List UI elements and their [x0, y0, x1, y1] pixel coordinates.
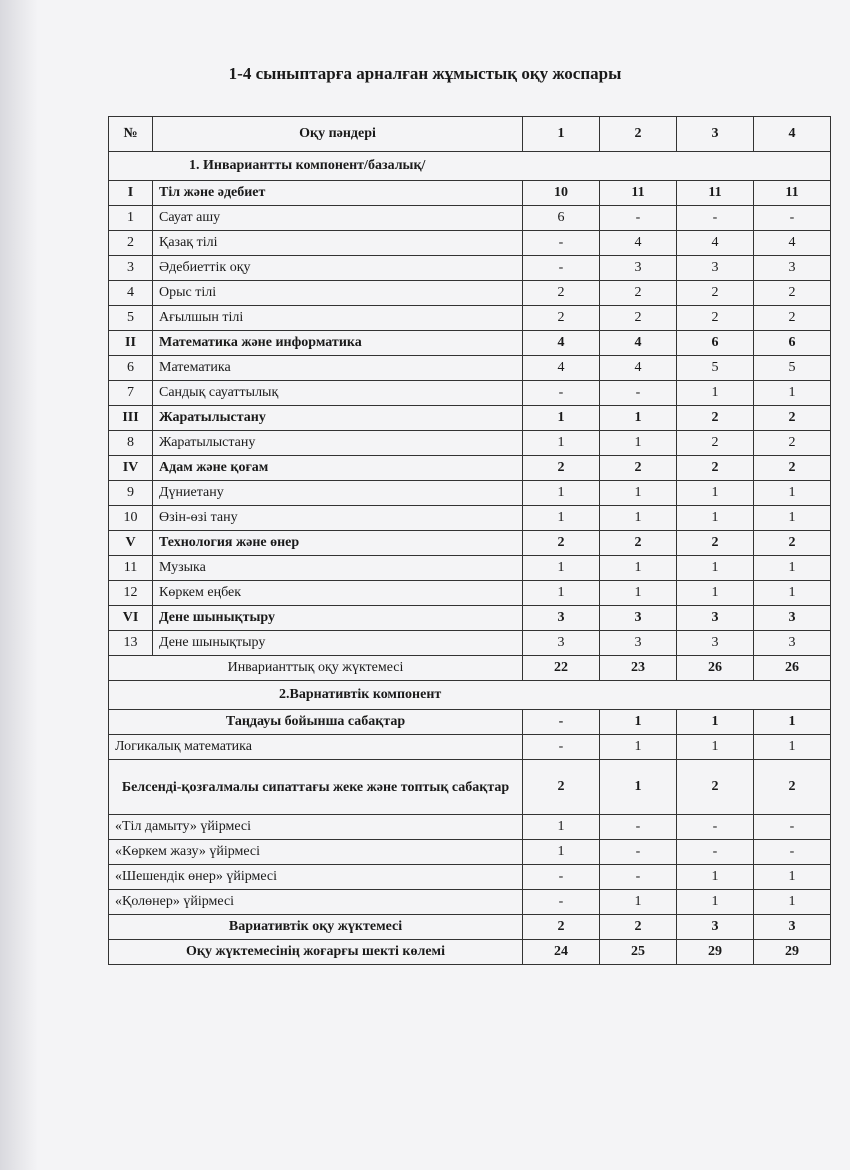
hours-grade-2: 2 [600, 281, 677, 306]
hours-grade-4: 6 [754, 331, 831, 356]
table-row [109, 356, 831, 381]
hours-grade-3: - [677, 206, 754, 231]
hours-grade-1: 10 [523, 181, 600, 206]
table-row [109, 890, 831, 915]
hours-grade-3: 1 [677, 581, 754, 606]
section-invariant-row [109, 152, 831, 181]
hours-grade-4: 11 [754, 181, 831, 206]
subject-name: Жаратылыстану [153, 406, 523, 431]
hours-grade-1: 1 [523, 815, 600, 840]
hours-grade-3: 1 [677, 735, 754, 760]
hours-grade-3: 1 [677, 506, 754, 531]
table-row-group [109, 606, 831, 631]
hours-grade-4: 2 [754, 760, 831, 815]
hours-grade-2: 1 [600, 481, 677, 506]
hours-grade-2: 2 [600, 456, 677, 481]
table-row [109, 735, 831, 760]
subject-name: Сандық сауаттылық [153, 381, 523, 406]
row-number: IV [109, 456, 153, 481]
table-row [109, 556, 831, 581]
row-number: 5 [109, 306, 153, 331]
table-row [109, 306, 831, 331]
invariant-total-grade-2: 23 [600, 656, 677, 681]
max-total-grade-1: 24 [523, 940, 600, 965]
variative-total-grade-2: 2 [600, 915, 677, 940]
header-grade-4: 4 [754, 117, 831, 152]
table-row-group [109, 531, 831, 556]
subject-name: Қазақ тілі [153, 231, 523, 256]
hours-grade-2: - [600, 815, 677, 840]
hours-grade-1: 1 [523, 556, 600, 581]
hours-grade-4: 2 [754, 281, 831, 306]
subject-name: Сауат ашу [153, 206, 523, 231]
table-row-group [109, 331, 831, 356]
max-total-row [109, 940, 831, 965]
hours-grade-3: 2 [677, 281, 754, 306]
subject-name: Орыс тілі [153, 281, 523, 306]
hours-grade-4: 3 [754, 256, 831, 281]
variative-total-grade-4: 3 [754, 915, 831, 940]
hours-grade-3: - [677, 840, 754, 865]
hours-grade-3: 2 [677, 456, 754, 481]
hours-grade-1: 4 [523, 356, 600, 381]
row-number: III [109, 406, 153, 431]
hours-grade-1: 6 [523, 206, 600, 231]
page-edge-shadow [0, 0, 38, 1170]
hours-grade-1: 2 [523, 281, 600, 306]
hours-grade-2: - [600, 840, 677, 865]
max-total-grade-2: 25 [600, 940, 677, 965]
hours-grade-1: 3 [523, 606, 600, 631]
subject-name: Математика [153, 356, 523, 381]
hours-grade-3: 6 [677, 331, 754, 356]
subject-name: Жаратылыстану [153, 431, 523, 456]
subject-name: «Шешендік өнер» үйірмесі [109, 865, 523, 890]
hours-grade-2: 1 [600, 735, 677, 760]
hours-grade-1: - [523, 256, 600, 281]
hours-grade-4: 3 [754, 606, 831, 631]
subject-name: Көркем еңбек [153, 581, 523, 606]
table-row [109, 581, 831, 606]
hours-grade-2: - [600, 206, 677, 231]
max-total-grade-3: 29 [677, 940, 754, 965]
curriculum-table [108, 116, 831, 965]
subject-name: «Қолөнер» үйірмесі [109, 890, 523, 915]
hours-grade-3: 2 [677, 306, 754, 331]
row-number: 9 [109, 481, 153, 506]
section-variative-row [109, 681, 831, 710]
table-row [109, 506, 831, 531]
hours-grade-4: 1 [754, 506, 831, 531]
header-grade-2: 2 [600, 117, 677, 152]
hours-grade-2: 1 [600, 581, 677, 606]
header-no: № [109, 117, 153, 152]
header-grade-3: 3 [677, 117, 754, 152]
table-row [109, 206, 831, 231]
hours-grade-3: 1 [677, 381, 754, 406]
row-number: 11 [109, 556, 153, 581]
variative-total-grade-3: 3 [677, 915, 754, 940]
hours-grade-2: 2 [600, 306, 677, 331]
hours-grade-2: - [600, 865, 677, 890]
hours-grade-4: 2 [754, 406, 831, 431]
hours-grade-4: 3 [754, 631, 831, 656]
hours-grade-4: 1 [754, 581, 831, 606]
hours-grade-1: 4 [523, 331, 600, 356]
hours-grade-2: 1 [600, 406, 677, 431]
row-number: 12 [109, 581, 153, 606]
table-row [109, 840, 831, 865]
page-title: 1-4 сыныптарға арналған жұмыстық оқу жоспары [228, 64, 622, 83]
subject-name: Музыка [153, 556, 523, 581]
hours-grade-3: 1 [677, 556, 754, 581]
hours-grade-4: - [754, 815, 831, 840]
subject-name: Дене шынықтыру [153, 606, 523, 631]
subject-name: Дүниетану [153, 481, 523, 506]
hours-grade-1: 2 [523, 760, 600, 815]
subject-name: Әдебиеттік оқу [153, 256, 523, 281]
hours-grade-2: - [600, 381, 677, 406]
row-number: 7 [109, 381, 153, 406]
hours-grade-3: 3 [677, 606, 754, 631]
subject-name: Технология және өнер [153, 531, 523, 556]
hours-grade-4: - [754, 840, 831, 865]
hours-grade-1: 1 [523, 840, 600, 865]
hours-grade-4: 2 [754, 431, 831, 456]
header-grade-1: 1 [523, 117, 600, 152]
row-number: II [109, 331, 153, 356]
row-number: V [109, 531, 153, 556]
hours-grade-3: 2 [677, 531, 754, 556]
row-number: 8 [109, 431, 153, 456]
hours-grade-2: 1 [600, 760, 677, 815]
table-row-group [109, 760, 831, 815]
subject-name: Логикалық математика [109, 735, 523, 760]
hours-grade-4: 4 [754, 231, 831, 256]
hours-grade-3: - [677, 815, 754, 840]
hours-grade-1: - [523, 231, 600, 256]
hours-grade-4: - [754, 206, 831, 231]
hours-grade-2: 11 [600, 181, 677, 206]
subject-name: Ағылшын тілі [153, 306, 523, 331]
hours-grade-1: 2 [523, 456, 600, 481]
hours-grade-1: - [523, 710, 600, 735]
subject-name: Өзін-өзі тану [153, 506, 523, 531]
variative-total-row [109, 915, 831, 940]
max-total-grade-4: 29 [754, 940, 831, 965]
hours-grade-3: 1 [677, 865, 754, 890]
hours-grade-4: 1 [754, 735, 831, 760]
hours-grade-2: 3 [600, 606, 677, 631]
row-number: 4 [109, 281, 153, 306]
hours-grade-3: 1 [677, 890, 754, 915]
variative-total-grade-1: 2 [523, 915, 600, 940]
hours-grade-2: 1 [600, 890, 677, 915]
hours-grade-2: 1 [600, 556, 677, 581]
table-row-group [109, 456, 831, 481]
row-number: VI [109, 606, 153, 631]
hours-grade-1: 1 [523, 581, 600, 606]
table-row [109, 815, 831, 840]
subject-name: Таңдауы бойынша сабақтар [109, 710, 523, 735]
invariant-total-grade-1: 22 [523, 656, 600, 681]
hours-grade-4: 2 [754, 306, 831, 331]
hours-grade-1: 2 [523, 306, 600, 331]
table-row-group [109, 710, 831, 735]
row-number: 10 [109, 506, 153, 531]
row-number: 2 [109, 231, 153, 256]
hours-grade-2: 2 [600, 531, 677, 556]
header-subjects: Оқу пәндері [153, 117, 523, 152]
table-row-group [109, 181, 831, 206]
subject-name: Математика және информатика [153, 331, 523, 356]
subject-name: «Көркем жазу» үйірмесі [109, 840, 523, 865]
table-header-row [109, 117, 831, 152]
hours-grade-3: 4 [677, 231, 754, 256]
subject-name: Белсенді-қозғалмалы сипаттағы жеке және топтық сабақтар [109, 760, 523, 815]
hours-grade-4: 5 [754, 356, 831, 381]
hours-grade-2: 1 [600, 431, 677, 456]
table-row [109, 431, 831, 456]
invariant-total-grade-3: 26 [677, 656, 754, 681]
row-number: I [109, 181, 153, 206]
row-number: 6 [109, 356, 153, 381]
curriculum-table-body [109, 117, 831, 965]
table-row [109, 631, 831, 656]
row-number: 3 [109, 256, 153, 281]
hours-grade-4: 2 [754, 456, 831, 481]
hours-grade-1: 1 [523, 506, 600, 531]
hours-grade-4: 1 [754, 381, 831, 406]
hours-grade-1: 2 [523, 531, 600, 556]
subject-name: «Тіл дамыту» үйірмесі [109, 815, 523, 840]
invariant-total-row [109, 656, 831, 681]
hours-grade-2: 4 [600, 331, 677, 356]
hours-grade-1: 3 [523, 631, 600, 656]
table-row [109, 231, 831, 256]
hours-grade-1: - [523, 890, 600, 915]
hours-grade-4: 1 [754, 556, 831, 581]
max-total-label: Оқу жүктемесінің жоғарғы шекті көлемі [109, 940, 523, 965]
table-row [109, 256, 831, 281]
hours-grade-3: 2 [677, 406, 754, 431]
hours-grade-4: 1 [754, 710, 831, 735]
hours-grade-3: 2 [677, 760, 754, 815]
hours-grade-4: 2 [754, 531, 831, 556]
hours-grade-2: 3 [600, 631, 677, 656]
hours-grade-4: 1 [754, 481, 831, 506]
hours-grade-2: 1 [600, 506, 677, 531]
hours-grade-3: 5 [677, 356, 754, 381]
hours-grade-3: 3 [677, 631, 754, 656]
subject-name: Тіл және әдебиет [153, 181, 523, 206]
hours-grade-2: 3 [600, 256, 677, 281]
subject-name: Адам және қоғам [153, 456, 523, 481]
row-number: 1 [109, 206, 153, 231]
hours-grade-1: - [523, 735, 600, 760]
row-number: 13 [109, 631, 153, 656]
invariant-total-label: Инварианттық оқу жүктемесі [109, 656, 523, 681]
hours-grade-2: 1 [600, 710, 677, 735]
table-row [109, 865, 831, 890]
hours-grade-4: 1 [754, 890, 831, 915]
table-row [109, 481, 831, 506]
hours-grade-3: 2 [677, 431, 754, 456]
hours-grade-2: 4 [600, 231, 677, 256]
hours-grade-1: - [523, 865, 600, 890]
hours-grade-1: - [523, 381, 600, 406]
hours-grade-1: 1 [523, 481, 600, 506]
section-variative-title: 2.Варнативтік компонент [109, 681, 831, 710]
section-invariant-title: 1. Инвариантты компонент/базалық/ [109, 152, 831, 181]
subject-name: Дене шынықтыру [153, 631, 523, 656]
hours-grade-4: 1 [754, 865, 831, 890]
hours-grade-1: 1 [523, 431, 600, 456]
hours-grade-1: 1 [523, 406, 600, 431]
table-row [109, 381, 831, 406]
hours-grade-3: 11 [677, 181, 754, 206]
hours-grade-3: 1 [677, 710, 754, 735]
hours-grade-3: 1 [677, 481, 754, 506]
invariant-total-grade-4: 26 [754, 656, 831, 681]
variative-total-label: Вариативтік оқу жүктемесі [109, 915, 523, 940]
table-row [109, 281, 831, 306]
hours-grade-3: 3 [677, 256, 754, 281]
hours-grade-2: 4 [600, 356, 677, 381]
table-row-group [109, 406, 831, 431]
